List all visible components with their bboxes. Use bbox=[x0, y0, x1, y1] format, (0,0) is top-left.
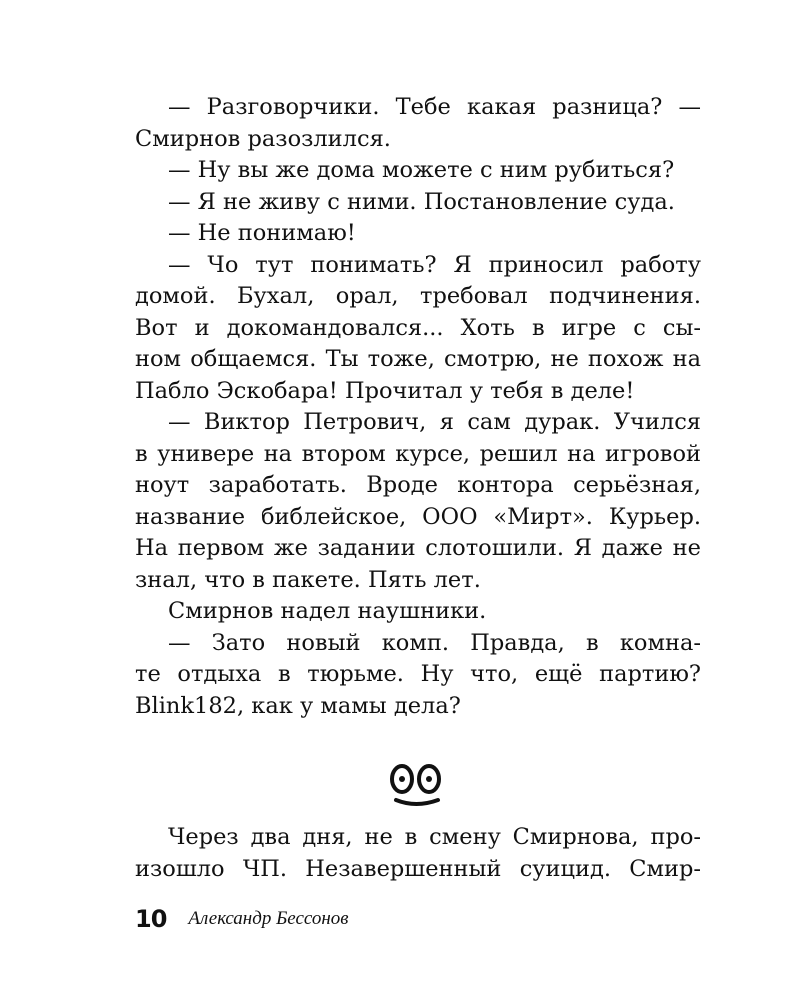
text-line: изошло ЧП. Незавершенный суицид. Смир- bbox=[135, 855, 701, 882]
text-line: ноут заработать. Вроде контора серьёзная, bbox=[135, 472, 701, 498]
text-line: ном общаемся. Ты тоже, смотрю, не похож на bbox=[135, 346, 701, 372]
text-line: Смирнов надел наушники. bbox=[168, 598, 487, 624]
text-line: знал, что в пакете. Пять лет. bbox=[135, 566, 481, 593]
text-line: домой. Бухал, орал, требовал подчинения. bbox=[135, 283, 701, 309]
text-line: — Зато новый комп. Правда, в комна- bbox=[168, 629, 701, 656]
page-footer bbox=[135, 903, 349, 935]
author-name: Александр Бессонов bbox=[188, 908, 349, 929]
text-line: — Чо тут понимать? Я приносил работу bbox=[168, 251, 701, 278]
text-line: в универе на втором курсе, решил на игровой bbox=[135, 440, 701, 467]
text-line: те отдыха в тюрьме. Ну что, ещё партию? bbox=[135, 661, 701, 687]
main-text-block bbox=[135, 92, 701, 722]
text-line: — Виктор Петрович, я сам дурак. Учился bbox=[168, 409, 701, 435]
continuation-text-block bbox=[135, 822, 701, 885]
smiley-face-icon bbox=[388, 762, 444, 810]
text-line: — Разговорчики. Тебе какая разница? — bbox=[168, 94, 701, 120]
text-line: название библейское, ООО «Мирт». Курьер. bbox=[135, 503, 701, 530]
text-line: — Я не живу с ними. Постановление суда. bbox=[168, 188, 675, 215]
text-line: Смирнов разозлился. bbox=[135, 125, 391, 152]
text-line: На первом же задании слотошили. Я даже не bbox=[135, 535, 701, 561]
text-line: Пабло Эскобара! Прочитал у тебя в деле! bbox=[135, 377, 635, 404]
text-line: Blink182, как у мамы дела? bbox=[135, 692, 461, 719]
text-line: — Не понимаю! bbox=[168, 220, 356, 246]
text-line: Вот и докомандовался... Хоть в игре с сы- bbox=[135, 314, 701, 341]
text-line: — Ну вы же дома можете с ним рубиться? bbox=[168, 157, 675, 183]
text-line: Через два дня, не в смену Смирнова, про- bbox=[168, 824, 701, 850]
page-number: 10 bbox=[135, 905, 167, 933]
